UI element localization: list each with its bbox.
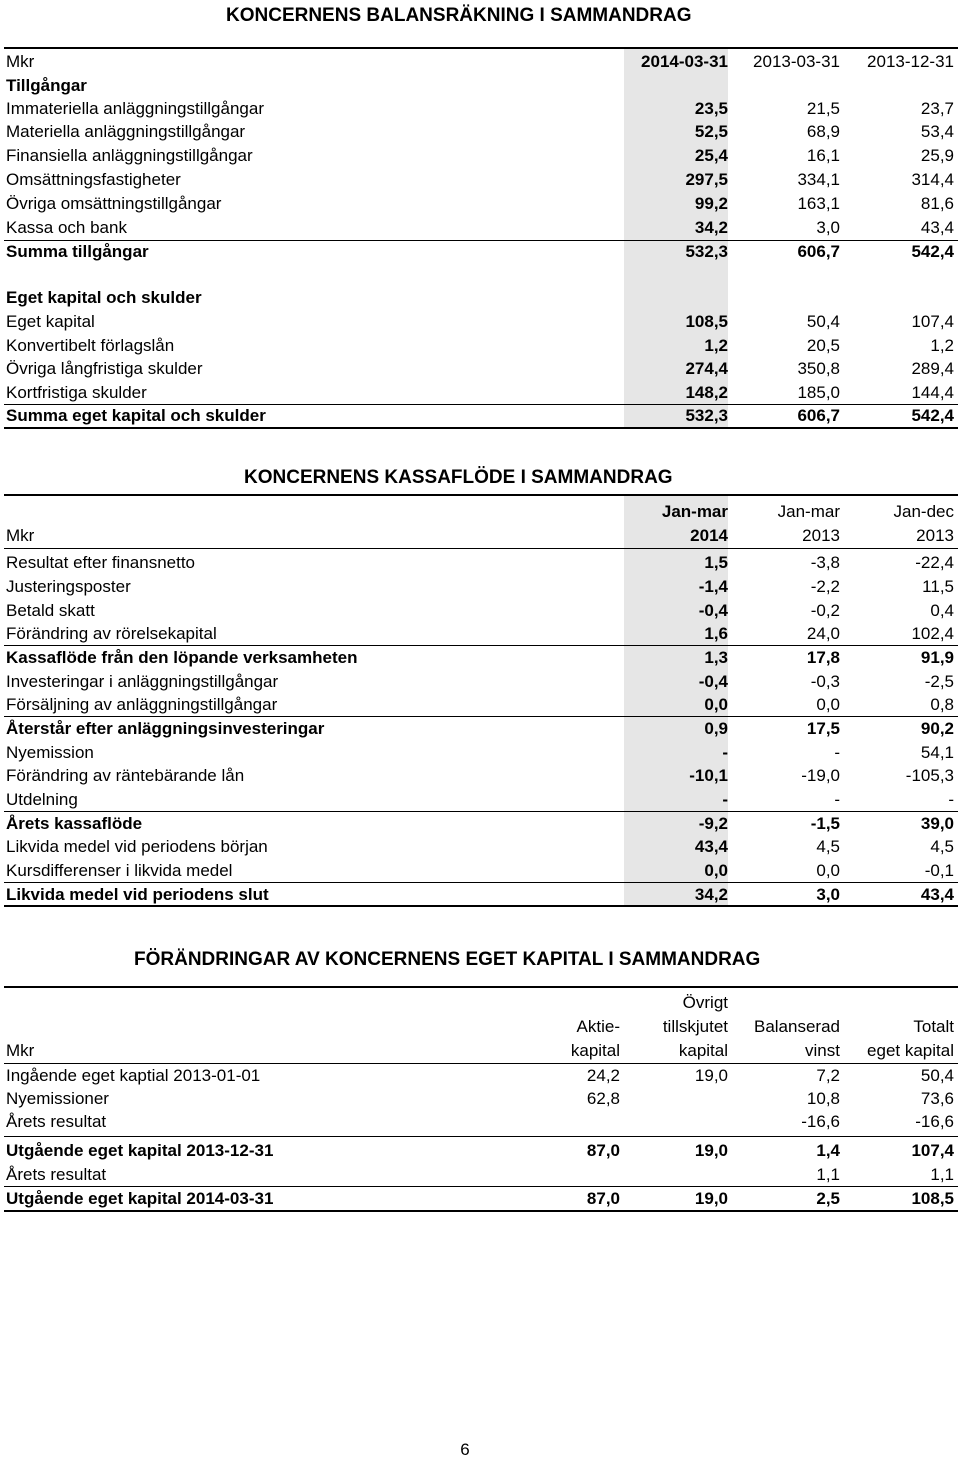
row-value: 10,8: [806, 1089, 840, 1108]
row-label: Återstår efter anläggningsinvesteringar: [6, 719, 325, 738]
row-value: 163,1: [797, 194, 840, 213]
table-row: [6, 622, 956, 645]
table-row: [6, 551, 956, 574]
row-value: 314,4: [911, 170, 954, 189]
balance-sum2-rule: [4, 404, 958, 405]
row-value: 19,0: [694, 1141, 728, 1160]
row-value: 144,4: [911, 383, 954, 402]
eq-h2-col4: Totalt: [913, 1017, 954, 1036]
cf-h2-col2: 2013: [802, 526, 840, 545]
header-label: Mkr: [6, 52, 35, 71]
row-label: Kassa och bank: [6, 218, 127, 237]
row-label: Ingående eget kaptial 2013-01-01: [6, 1066, 261, 1085]
row-label: Förändring av rörelsekapital: [6, 624, 217, 643]
row-value: 606,7: [797, 242, 840, 261]
row-label: Tillgångar: [6, 76, 87, 95]
row-value: 7,2: [816, 1066, 840, 1085]
row-value: -: [834, 743, 840, 762]
row-value: 1,1: [816, 1165, 840, 1184]
eq-h3-col2: kapital: [678, 1041, 728, 1060]
table-row: [6, 646, 956, 669]
row-value: 1,2: [704, 336, 728, 355]
row-label: Omsättningsfastigheter: [6, 170, 181, 189]
balance-title: KONCERNENS BALANSRÄKNING I SAMMANDRAG: [226, 5, 692, 26]
row-label: Justeringsposter: [6, 577, 131, 596]
row-value: -: [722, 790, 728, 809]
row-value: 0,0: [704, 695, 728, 714]
table-row: [6, 883, 956, 906]
row-value: 3,0: [816, 218, 840, 237]
row-value: 542,4: [911, 242, 954, 261]
table-row: [6, 381, 956, 404]
row-value: 21,5: [806, 99, 840, 118]
row-label: Finansiella anläggningstillgångar: [6, 146, 253, 165]
row-label: Immateriella anläggningstillgångar: [6, 99, 264, 118]
equity-header-2: [6, 1015, 956, 1038]
row-value: -0,3: [810, 672, 840, 691]
row-label: Investeringar i anläggningstillgångar: [6, 672, 279, 691]
row-value: 1,3: [704, 648, 728, 667]
row-label: Betald skatt: [6, 601, 95, 620]
row-label: Utgående eget kapital 2013-12-31: [6, 1141, 274, 1160]
row-value: 24,2: [586, 1066, 620, 1085]
table-row: [6, 120, 956, 143]
row-value: 11,5: [922, 577, 954, 596]
balance-top-rule: [4, 47, 958, 49]
row-value: 17,5: [806, 719, 840, 738]
table-row: [6, 788, 956, 811]
row-value: 108,5: [685, 312, 728, 331]
equity-header-3: [6, 1039, 956, 1062]
row-value: -0,2: [810, 601, 840, 620]
row-value: 19,0: [694, 1189, 728, 1208]
row-label: Summa eget kapital och skulder: [6, 406, 266, 425]
row-value: 532,3: [685, 242, 728, 261]
balance-bottom-rule: [4, 427, 958, 429]
eq-h3-col4: eget kapital: [867, 1041, 954, 1060]
row-value: 50,4: [920, 1066, 954, 1085]
eq-h3-col1: kapital: [570, 1041, 620, 1060]
row-value: 0,4: [930, 601, 954, 620]
row-value: 350,8: [797, 359, 840, 378]
row-value: 107,4: [911, 1141, 954, 1160]
row-label: Kassaflöde från den löpande verksamheten: [6, 648, 358, 667]
row-value: 0,0: [704, 861, 728, 880]
row-value: 23,7: [920, 99, 954, 118]
cf-rule-b: [4, 716, 958, 717]
row-value: 54,1: [920, 743, 954, 762]
row-value: 289,4: [911, 359, 954, 378]
row-value: -3,8: [810, 553, 840, 572]
row-label: Försäljning av anläggningstillgångar: [6, 695, 278, 714]
cf-h1-col3: Jan-dec: [893, 502, 954, 521]
row-value: 0,0: [816, 861, 840, 880]
row-value: 73,6: [920, 1089, 954, 1108]
table-row: [6, 144, 956, 167]
table-row: [6, 693, 956, 716]
row-value: 34,2: [694, 218, 728, 237]
row-value: 274,4: [685, 359, 728, 378]
row-label: Övriga långfristiga skulder: [6, 359, 203, 378]
row-value: -0,1: [924, 861, 954, 880]
row-value: 17,8: [806, 648, 840, 667]
table-row: [6, 357, 956, 380]
cf-h1-col2: Jan-mar: [777, 502, 840, 521]
table-row: [6, 764, 956, 787]
row-value: 1,1: [930, 1165, 954, 1184]
row-label: Eget kapital och skulder: [6, 288, 202, 307]
table-row: [6, 717, 956, 740]
row-label: Årets kassaflöde: [6, 814, 143, 833]
cashflow-top-rule: [4, 494, 958, 496]
row-label: Årets resultat: [6, 1112, 107, 1131]
row-value: 99,2: [694, 194, 728, 213]
balance-header: [6, 50, 956, 73]
equity-header-1: [6, 991, 956, 1014]
row-label: Resultat efter finansnetto: [6, 553, 196, 572]
row-value: 81,6: [920, 194, 954, 213]
row-value: 3,0: [816, 885, 840, 904]
row-value: 148,2: [685, 383, 728, 402]
table-row: [6, 286, 956, 309]
table-row: [6, 240, 956, 263]
row-value: 53,4: [920, 122, 954, 141]
table-row: [6, 310, 956, 333]
row-label: Utdelning: [6, 790, 78, 809]
table-row: [6, 599, 956, 622]
cashflow-bottom-rule: [4, 905, 958, 907]
row-value: -: [834, 790, 840, 809]
table-row: [6, 334, 956, 357]
page-number: 6: [460, 1440, 470, 1459]
row-value: 0,8: [930, 695, 954, 714]
row-value: 2,5: [816, 1189, 840, 1208]
row-value: -16,6: [801, 1112, 840, 1131]
eq-h3-label: Mkr: [6, 1041, 35, 1060]
equity-top-rule: [4, 986, 958, 988]
header-col1: 2014-03-31: [641, 52, 728, 71]
row-value: 62,8: [586, 1089, 620, 1108]
row-value: 1,4: [816, 1141, 840, 1160]
row-value: 107,4: [911, 312, 954, 331]
row-value: 1,5: [704, 553, 728, 572]
cf-h2-col1: 2014: [690, 526, 728, 545]
row-value: 24,0: [806, 624, 840, 643]
cashflow-title: KONCERNENS KASSAFLÖDE I SAMMANDRAG: [244, 467, 673, 488]
row-label: Summa tillgångar: [6, 242, 149, 261]
eq-h2-col1: Aktie-: [576, 1017, 620, 1036]
eq-h1-col2: Övrigt: [682, 993, 728, 1012]
row-value: 25,9: [920, 146, 954, 165]
row-value: 108,5: [911, 1189, 954, 1208]
row-value: 50,4: [806, 312, 840, 331]
table-row: [6, 1064, 956, 1087]
row-label: Övriga omsättningstillgångar: [6, 194, 222, 213]
table-row: [6, 404, 956, 427]
row-label: Årets resultat: [6, 1165, 107, 1184]
eq-rule-a: [4, 1136, 958, 1137]
table-row: [6, 97, 956, 120]
table-row: [6, 1110, 956, 1133]
balance-sum1-rule: [4, 240, 958, 241]
cf-h2-col3: 2013: [916, 526, 954, 545]
row-value: 0,0: [816, 695, 840, 714]
row-value: 34,2: [694, 885, 728, 904]
header-col2: 2013-03-31: [753, 52, 840, 71]
cashflow-header-rule: [4, 548, 958, 549]
equity-bottom-rule: [4, 1210, 958, 1212]
row-value: -22,4: [915, 553, 954, 572]
row-value: 102,4: [911, 624, 954, 643]
table-row: [6, 1187, 956, 1210]
cf-rule-a: [4, 645, 958, 646]
cashflow-header-2: [6, 524, 956, 547]
table-row: [6, 741, 956, 764]
row-value: -: [948, 790, 954, 809]
row-value: 91,9: [920, 648, 954, 667]
table-row: [6, 74, 956, 97]
row-value: 4,5: [930, 837, 954, 856]
row-value: 19,0: [694, 1066, 728, 1085]
row-value: 43,4: [694, 837, 728, 856]
row-value: 542,4: [911, 406, 954, 425]
row-value: 4,5: [816, 837, 840, 856]
row-label: Nyemissioner: [6, 1089, 109, 1108]
table-row: [6, 216, 956, 239]
table-row: [6, 192, 956, 215]
row-value: -1,4: [698, 577, 728, 596]
row-value: 43,4: [920, 218, 954, 237]
row-value: 16,1: [806, 146, 840, 165]
row-value: 20,5: [806, 336, 840, 355]
cashflow-header-1: [6, 500, 956, 523]
row-value: -105,3: [905, 766, 954, 785]
row-value: 52,5: [694, 122, 728, 141]
row-value: 87,0: [586, 1141, 620, 1160]
row-label: Likvida medel vid periodens slut: [6, 885, 269, 904]
row-value: 1,6: [704, 624, 728, 643]
row-value: 23,5: [694, 99, 728, 118]
row-value: -1,5: [810, 814, 840, 833]
row-value: -16,6: [915, 1112, 954, 1131]
eq-h2-col2: tillskjutet: [662, 1017, 728, 1036]
table-row: [6, 1087, 956, 1110]
row-value: 90,2: [920, 719, 954, 738]
row-label: Kursdifferenser i likvida medel: [6, 861, 233, 880]
row-label: Kortfristiga skulder: [6, 383, 147, 402]
equity-title: FÖRÄNDRINGAR AV KONCERNENS EGET KAPITAL I SAMMANDRAG: [134, 949, 761, 970]
row-label: Materiella anläggningstillgångar: [6, 122, 246, 141]
cf-rule-d: [4, 882, 958, 883]
row-value: 532,3: [685, 406, 728, 425]
table-row: [6, 168, 956, 191]
row-value: -2,5: [924, 672, 954, 691]
table-row: [6, 812, 956, 835]
row-value: -19,0: [801, 766, 840, 785]
row-value: -0,4: [698, 601, 728, 620]
row-value: -2,2: [810, 577, 840, 596]
table-row: [6, 670, 956, 693]
row-label: Konvertibelt förlagslån: [6, 336, 175, 355]
row-value: 606,7: [797, 406, 840, 425]
eq-h3-col3: vinst: [805, 1041, 840, 1060]
row-value: -10,1: [689, 766, 728, 785]
row-value: -: [722, 743, 728, 762]
header-col3: 2013-12-31: [867, 52, 954, 71]
row-value: 39,0: [920, 814, 954, 833]
row-label: Likvida medel vid periodens början: [6, 837, 268, 856]
row-label: Utgående eget kapital 2014-03-31: [6, 1189, 274, 1208]
table-row: [6, 575, 956, 598]
row-value: 43,4: [920, 885, 954, 904]
table-row: [6, 1163, 956, 1186]
row-value: 68,9: [806, 122, 840, 141]
row-label: Förändring av räntebärande lån: [6, 766, 245, 785]
row-value: 25,4: [694, 146, 728, 165]
row-value: -9,2: [698, 814, 728, 833]
row-value: 87,0: [586, 1189, 620, 1208]
table-row: [6, 859, 956, 882]
row-value: -0,4: [698, 672, 728, 691]
eq-rule-b: [4, 1186, 958, 1187]
row-value: 0,9: [704, 719, 728, 738]
row-value: 334,1: [797, 170, 840, 189]
table-row: [6, 835, 956, 858]
cf-rule-c: [4, 811, 958, 812]
row-value: 185,0: [797, 383, 840, 402]
cf-h2-label: Mkr: [6, 526, 35, 545]
row-label: Eget kapital: [6, 312, 95, 331]
row-value: 297,5: [685, 170, 728, 189]
cf-h1-col1: Jan-mar: [661, 502, 728, 521]
row-value: 1,2: [930, 336, 954, 355]
row-label: Nyemission: [6, 743, 94, 762]
table-row: [6, 1139, 956, 1162]
eq-h2-col3: Balanserad: [753, 1017, 840, 1036]
